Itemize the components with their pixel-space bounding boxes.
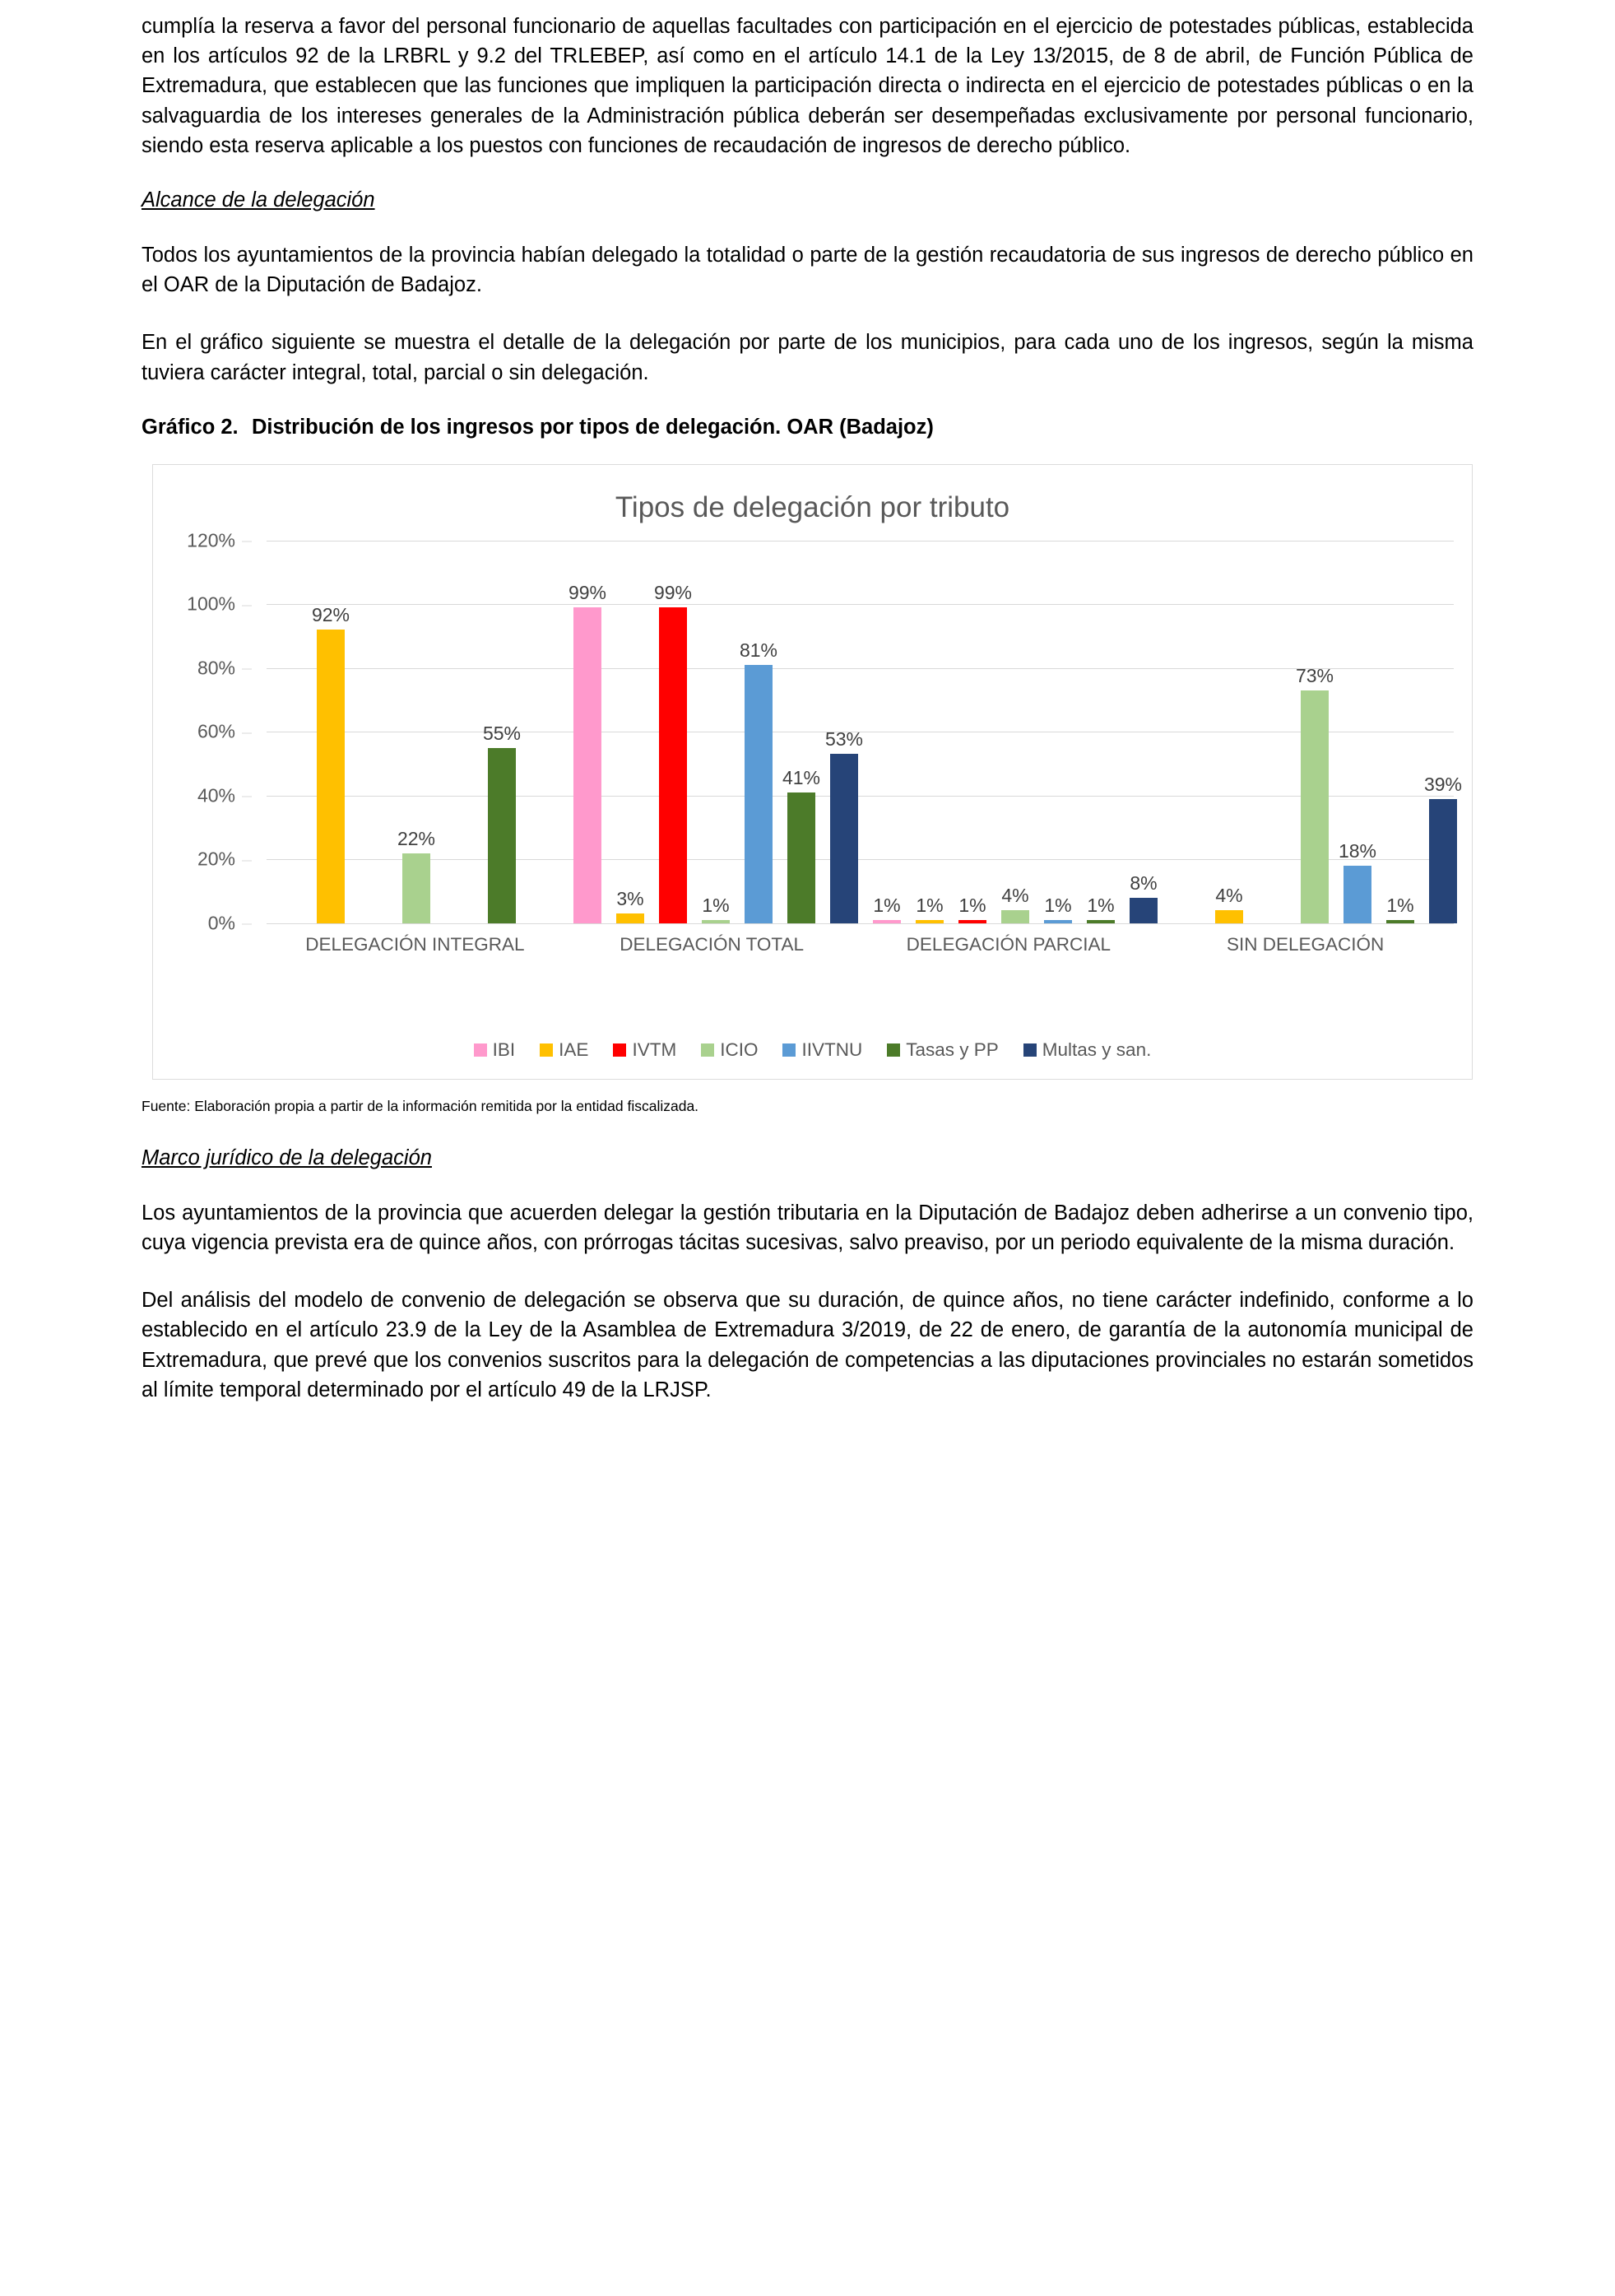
bar-slot: [739, 541, 778, 923]
bar-value-label: 4%: [1215, 885, 1243, 907]
bar-slot: [916, 541, 944, 923]
bar[interactable]: [1087, 894, 1115, 923]
bar[interactable]: [739, 639, 778, 923]
bar-group: [1165, 541, 1464, 923]
bar-value-label: 99%: [568, 582, 607, 604]
bar-value-label: 22%: [397, 827, 436, 849]
paragraph-alcance-2: En el gráfico siguiente se muestra el detalle de la delegación por parte de los municipios, para cada uno de los ingresos, según la misma tuviera carácter integral, total, parcial o sin delegación.: [142, 331, 1473, 384]
bar-slot: [1386, 541, 1414, 923]
chart-y-axis: [173, 529, 252, 934]
y-axis-tick: [197, 848, 252, 871]
y-axis-tick: [208, 912, 252, 934]
bar-value-label: 1%: [873, 894, 901, 916]
chart-x-axis: [267, 934, 1454, 955]
legend-item[interactable]: [1023, 1039, 1152, 1061]
bar[interactable]: [1338, 840, 1377, 923]
bar-value-label: 73%: [1295, 664, 1334, 686]
chart-container: [152, 464, 1473, 1080]
x-axis-category-label: SIN DELEGACIÓN: [1226, 933, 1385, 955]
chart-plot-area: [267, 541, 1463, 923]
bar-slot: [1044, 541, 1072, 923]
bar-slot: [1338, 541, 1377, 923]
bar-slot: [1087, 541, 1115, 923]
y-axis-tick: [187, 529, 252, 551]
y-axis-tick-mark: [242, 669, 252, 670]
bar-slot: [653, 541, 693, 923]
section-heading-alcance: Alcance de la delegación: [142, 188, 375, 212]
bar[interactable]: [824, 728, 864, 923]
x-axis-category-label: DELEGACIÓN PARCIAL: [906, 933, 1111, 955]
bar-slot: [397, 541, 436, 923]
y-axis-tick-label: 100%: [187, 593, 235, 615]
legend-item[interactable]: [782, 1039, 862, 1061]
y-axis-tick: [197, 784, 252, 806]
y-axis-tick-mark: [242, 732, 252, 733]
bar[interactable]: [873, 894, 901, 923]
bar-group: [566, 541, 866, 923]
bar[interactable]: [1130, 871, 1158, 923]
bar[interactable]: [1423, 773, 1463, 923]
figure-caption-number: Gráfico 2.: [142, 415, 239, 439]
bar[interactable]: [568, 582, 607, 923]
chart-bar-groups: [267, 541, 1463, 923]
bar[interactable]: [1386, 894, 1414, 923]
legend-label: IVTM: [632, 1039, 677, 1060]
section-heading-marco: Marco jurídico de la delegación: [142, 1146, 432, 1169]
y-axis-tick-mark: [242, 605, 252, 606]
bar-slot: [311, 541, 350, 923]
y-axis-tick-mark: [242, 924, 252, 925]
y-axis-tick: [197, 657, 252, 679]
bar-slot: [531, 541, 559, 923]
bar[interactable]: [1295, 664, 1334, 923]
bar-slot: [360, 541, 388, 923]
legend-item[interactable]: [613, 1039, 676, 1061]
paragraph-alcance-1: Todos los ayuntamientos de la provincia habían delegado la totalidad o parte de la gestión recaudatoria de sus ingresos de derecho público en el OAR de la Diputación de Badajoz.: [142, 244, 1473, 297]
bar[interactable]: [958, 894, 986, 923]
legend-label: Tasas y PP: [906, 1039, 999, 1060]
bar[interactable]: [616, 888, 644, 923]
legend-label: IBI: [492, 1039, 516, 1060]
bar-slot: [616, 541, 644, 923]
bar[interactable]: [916, 894, 944, 923]
bar-slot: [1001, 541, 1029, 923]
x-axis-category-label: DELEGACIÓN TOTAL: [620, 933, 805, 955]
legend-label: Multas y san.: [1042, 1039, 1152, 1060]
legend-color-swatch: [782, 1043, 796, 1057]
bar-value-label: 1%: [1087, 894, 1115, 916]
x-axis-category-label: DELEGACIÓN INTEGRAL: [305, 933, 525, 955]
bar-slot: [824, 541, 864, 923]
y-axis-tick-label: 80%: [197, 657, 235, 679]
bar-slot: [1172, 541, 1200, 923]
bar[interactable]: [482, 722, 522, 923]
bar-value-label: 53%: [824, 728, 864, 751]
bar[interactable]: [702, 894, 730, 923]
legend-label: IIVTNU: [801, 1039, 863, 1060]
chart-plot-wrapper: [153, 529, 1472, 1018]
chart-legend: [153, 1039, 1472, 1061]
bar-value-label: 81%: [739, 639, 778, 661]
bar[interactable]: [397, 827, 436, 923]
legend-color-swatch: [613, 1043, 626, 1057]
bar-slot: [1423, 541, 1463, 923]
bar[interactable]: [311, 604, 350, 923]
bar[interactable]: [1001, 885, 1029, 923]
bar-slot: [782, 541, 821, 923]
bar-slot: [482, 541, 522, 923]
bar-group: [866, 541, 1165, 923]
bar-value-label: 4%: [1001, 885, 1029, 907]
y-axis-tick: [187, 593, 252, 616]
bar-value-label: 1%: [916, 894, 944, 916]
bar-slot: [1295, 541, 1334, 923]
bar-value-label: 41%: [782, 766, 821, 788]
bar-slot: [445, 541, 473, 923]
bar-value-label: 55%: [482, 722, 522, 744]
document-page: [0, 12, 1615, 2296]
figure-caption: [142, 416, 1473, 439]
bar-value-label: 39%: [1423, 773, 1463, 795]
y-axis-tick-label: 120%: [187, 529, 235, 551]
y-axis-tick-label: 40%: [197, 784, 235, 806]
bar-value-label: 1%: [702, 894, 730, 916]
paragraph-intro: cumplía la reserva a favor del personal funcionario de aquellas facultades con participación en el ejercicio de potestades públicas, establecida en los artículos 92 de la LRBRL y 9.2 del TRLEBEP, así como en el artículo 14.1 de la Ley 13/2015, de 8 de abril, de Función Pública de Extremadura, que establecen que las funciones que impliquen la participación directa o indirecta en el ejercicio de potestades públicas o en la salvaguardia de los intereses generales de la Administración pública deberán ser desempeñadas exclusivamente por personal funcionario, siendo esta reserva aplicable a los puestos con funciones de recaudación de ingresos de derecho público.: [142, 15, 1473, 157]
bar-slot: [958, 541, 986, 923]
chart-title: Tipos de delegación por tributo: [615, 490, 1010, 523]
paragraph-marco-1: Los ayuntamientos de la provincia que acuerden delegar la gestión tributaria en la Diputación de Badajoz deben adherirse a un convenio tipo, cuya vigencia prevista era de quince años, con prórrogas tácitas sucesivas, salvo preaviso, por un periodo equivalente de la misma duración.: [142, 1201, 1473, 1255]
y-axis-tick-mark: [242, 541, 252, 542]
bar-value-label: 8%: [1130, 871, 1158, 894]
paragraph-marco-2: Del análisis del modelo de convenio de delegación se observa que su duración, de quince años, no tiene carácter indefinido, conforme a lo establecido en el artículo 23.9 de la Ley de la Asamblea de Extremadura 3/2019, de 22 de enero, de garantía de la autonomía municipal de Extremadura, que prevé que los convenios suscritos para la delegación de competencias a las diputaciones provinciales no estarán sometidos al límite temporal determinado por el artículo 49 de la LRJSP.: [142, 1289, 1473, 1401]
legend-label: IAE: [559, 1039, 589, 1060]
bar-value-label: 1%: [1044, 894, 1072, 916]
bar-value-label: 92%: [311, 604, 350, 626]
y-axis-tick-label: 20%: [197, 848, 235, 870]
legend-item[interactable]: [540, 1039, 588, 1061]
legend-color-swatch: [887, 1043, 900, 1057]
bar-value-label: 3%: [616, 888, 644, 910]
bar[interactable]: [782, 766, 821, 923]
bar-value-label: 1%: [958, 894, 986, 916]
bar-value-label: 1%: [1386, 894, 1414, 916]
bar-value-label: 18%: [1338, 840, 1377, 862]
y-axis-tick-label: 60%: [197, 720, 235, 742]
legend-item[interactable]: [887, 1039, 999, 1061]
bar-slot: [702, 541, 730, 923]
bar-slot: [274, 541, 302, 923]
bar-slot: [1258, 541, 1286, 923]
bar-value-label: 99%: [653, 582, 693, 604]
figure-source-note: Fuente: Elaboración propia a partir de la información remitida por la entidad fiscalizada.: [142, 1097, 699, 1114]
bar-slot: [873, 541, 901, 923]
legend-color-swatch: [701, 1043, 714, 1057]
bar[interactable]: [1044, 894, 1072, 923]
bar[interactable]: [653, 582, 693, 923]
legend-label: ICIO: [720, 1039, 759, 1060]
legend-color-swatch: [474, 1043, 487, 1057]
y-axis-tick-mark: [242, 860, 252, 861]
bar-slot: [1130, 541, 1158, 923]
figure-caption-text: Distribución de los ingresos por tipos de delegación. OAR (Badajoz): [252, 415, 934, 439]
legend-color-swatch: [1023, 1043, 1037, 1057]
legend-item[interactable]: [474, 1039, 516, 1061]
gridline: [267, 923, 1454, 924]
bar-slot: [1215, 541, 1243, 923]
legend-item[interactable]: [701, 1039, 758, 1061]
y-axis-tick: [197, 721, 252, 743]
bar-slot: [568, 541, 607, 923]
bar-group: [267, 541, 566, 923]
y-axis-tick-label: 0%: [207, 912, 235, 934]
bar[interactable]: [1215, 885, 1243, 923]
legend-color-swatch: [540, 1043, 553, 1057]
